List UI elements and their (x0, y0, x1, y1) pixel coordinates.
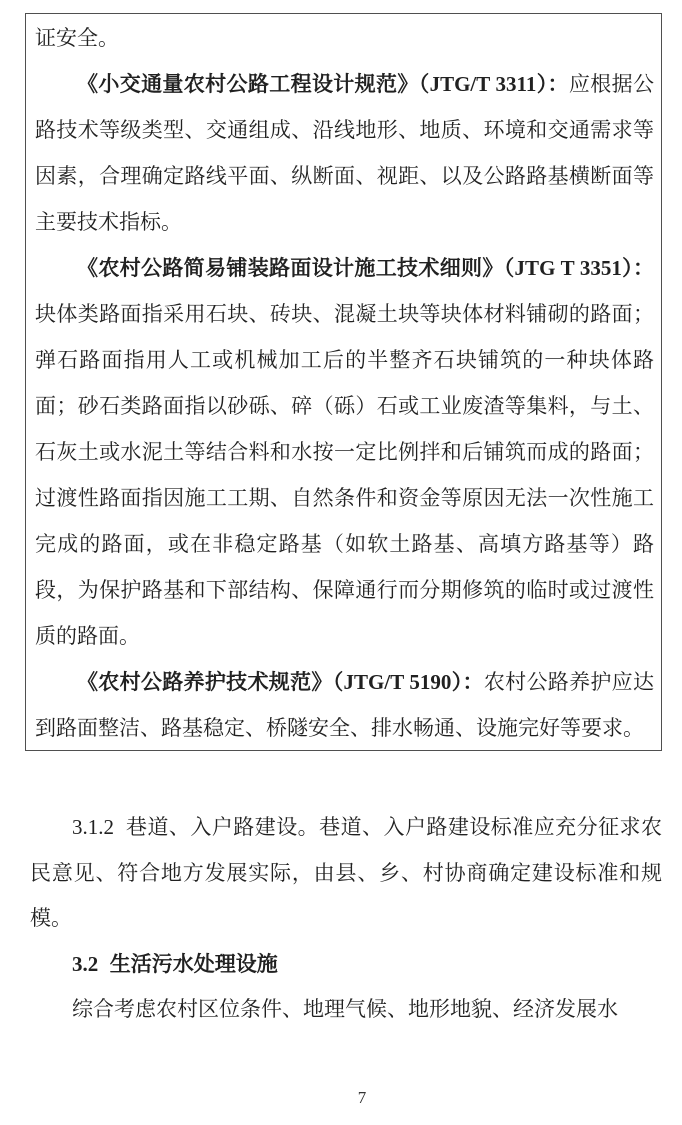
body-text-column (30, 805, 662, 1033)
paragraph-3-1-2 (30, 805, 662, 942)
quote-paragraph-jtg-5190 (35, 659, 654, 751)
section-text: 巷道、入户路建设。巷道、入户路建设标准应充分征求农民意见、符合地方发展实际，由县、乡、村协商确定建设标准和规模。 (30, 815, 662, 930)
book-title: 《农村公路简易铺装路面设计施工技术细则》（JTG T 3351）： (77, 256, 654, 280)
book-title: 《小交通量农村公路工程设计规范》（JTG/T 3311）： (77, 72, 569, 96)
quote-text: 块体类路面指采用石块、砖块、混凝土块等块体材料铺砌的路面；弹石路面指用人工或机械加工后的半整齐石块铺筑的一种块体路面；砂石类路面指以砂砾、碎（砾）石或工业废渣等集料，与土、石灰土或水泥土等结合料和水按一定比例拌和后铺筑而成的路面；过渡性路面指因施工工期、自然条件和资金等原因无法一次性施工完成的路面，或在非稳定路基（如软土路基、高填方路基等）路段，为保护路基和下部结构、保障通行而分期修筑的临时或过渡性质的路面。 (35, 302, 654, 648)
quote-text: 证安全。 (35, 26, 119, 50)
quote-paragraph-continuation (35, 15, 654, 61)
quote-text: 农村公路养护应达到路面整洁、路基稳定、桥隧安全、排水畅通、设施完好等要求。 (35, 670, 654, 740)
quote-paragraph-jtg-3351 (35, 245, 654, 659)
paragraph-3-2 (30, 987, 662, 1033)
quote-text: 应根据公路技术等级类型、交通组成、沿线地形、地质、环境和交通需求等因素，合理确定路线平面、纵断面、视距、以及公路路基横断面等主要技术指标。 (35, 72, 654, 234)
section-number: 3.2 (72, 951, 99, 976)
heading-3-2 (30, 942, 662, 988)
section-text: 综合考虑农村区位条件、地理气候、地形地貌、经济发展水 (72, 997, 618, 1021)
standards-quote-box (25, 13, 662, 751)
section-number: 3.1.2 (72, 815, 114, 839)
book-title: 《农村公路养护技术规范》（JTG/T 5190）： (77, 670, 484, 694)
section-title: 生活污水处理设施 (109, 951, 278, 976)
quote-paragraph-jtg-3311 (35, 61, 654, 245)
page-number: 7 (357, 1088, 367, 1107)
